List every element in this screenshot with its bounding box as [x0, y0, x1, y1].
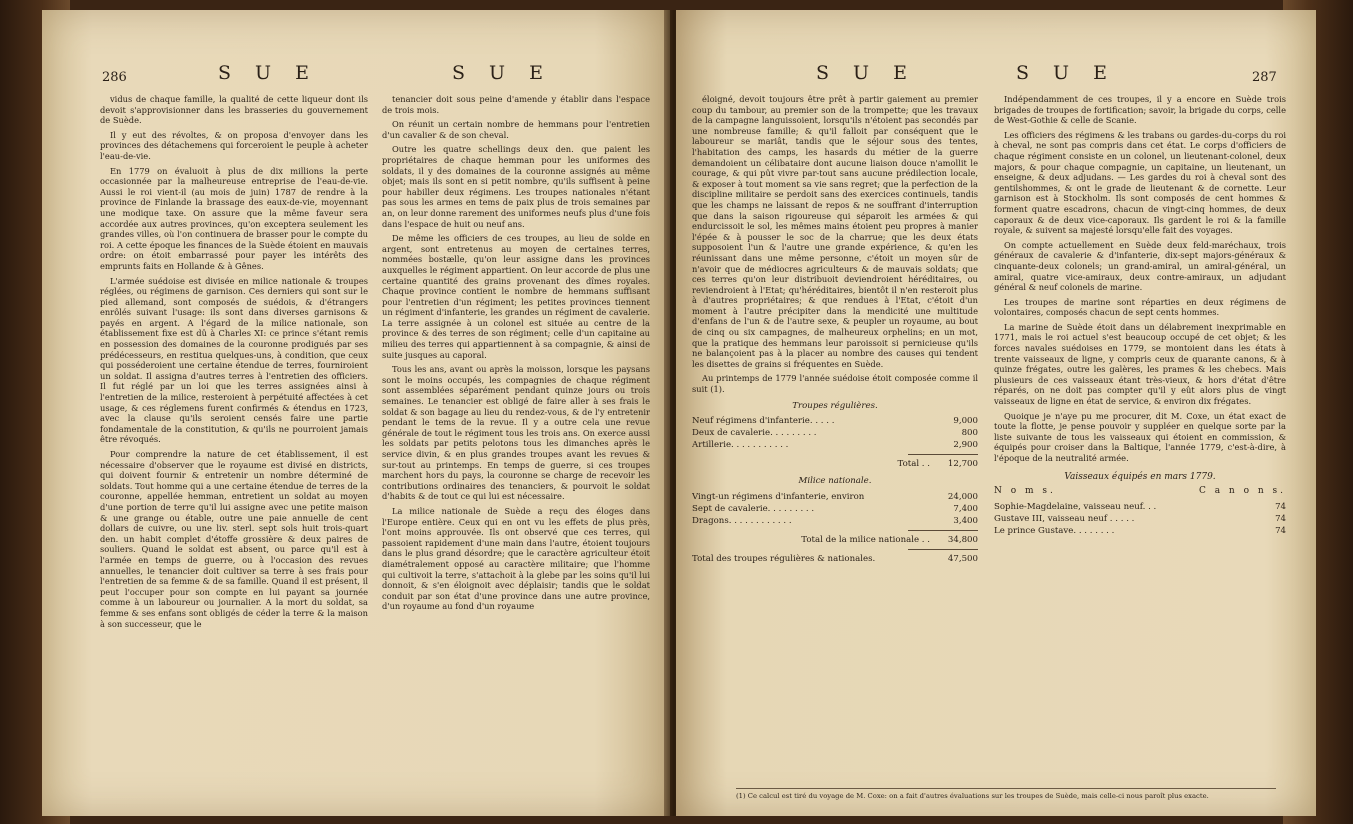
- right-running-title-1: S U E: [816, 62, 916, 84]
- paragraph: On réunit un certain nombre de hemmans pour l'entretien d'un cavalier & de son cheval.: [382, 119, 650, 140]
- paragraph: Au printemps de 1779 l'année suédoise étoit composée comme il suit (1).: [692, 373, 978, 395]
- paragraph: La marine de Suède étoit dans un délabrement inexprimable en 1771, mais le roi actuel s'est beaucoup occupé de cet objet; & les forces navales suédoises en 1779, se montoient dans les états à trente vaisseaux de ligne, y compris ceux de quarante canons, & à quinze frégates, outre les galères, les prames & les chebecs. Mais plusieurs de ces vaisseaux étant très-vieux, & hors d'état d'être réparés, on ne doit pas compter qu'il y eût alors plus de vingt vaisseaux de ligne en état de service, & environ dix frégates.: [994, 321, 1286, 407]
- table-row: Sept de cavalerie. . . . . . . . . 7,400: [692, 503, 978, 514]
- troop-table: [692, 401, 978, 565]
- left-running-title-1: S U E: [218, 62, 318, 84]
- paragraph: Pour comprendre la nature de cet établissement, il est nécessaire d'observer que le royaume est divisé en districts, qui doivent fournir & entretenir un nombre déterminé de soldats. Tout homme qui a une certaine étendue de terres de la couronne, appellée hemman, entretient un soldat au moyen d'une portion de terre qu'il lui assigne avec une petite maison & une grange ou étable, outre une paie annuelle de cent dollars de cuivre, ou une liv. sterl. sept sols huit trois-quart den. un habit complet d'étoffe grossière & deux paires de souliers. Quand le soldat est absent, ou parce qu'il est à l'armée en temps de guerre, ou à l'occasion des revues annuelles, le tenancier doit cultiver sa terre à ses frais pour l'entretien de sa femme & de sa famille. Quand il est présent, il peut l'occuper pour son compte en lui payant sa journée comme à un laboureur ou journalier. A la mort du soldat, sa femme & ses enfans sont obligés de céder la terre & la maison à son successeur, que le: [100, 449, 368, 629]
- table-row: Deux de cavalerie. . . . . . . . . 800: [692, 428, 978, 439]
- paragraph: Les troupes de marine sont réparties en deux régimens de volontaires, composés chacun de sept cents hommes.: [994, 296, 1286, 318]
- fleet-guns-header: C a n o n s.: [1198, 486, 1286, 497]
- left-page-header: [42, 60, 670, 90]
- table-row: Artillerie. . . . . . . . . . . 2,900: [692, 440, 978, 451]
- right-page: [676, 10, 1316, 816]
- paragraph: Il y eut des révoltes, & on proposa d'envoyer dans les provinces des détachemens qui forceroient le peuple à acheter l'eau-de-vie.: [100, 129, 368, 161]
- table-row: Neuf régimens d'infanterie. . . . . 9,000: [692, 416, 978, 427]
- paragraph: On compte actuellement en Suède deux feld-maréchaux, trois généraux de cavalerie & d'infanterie, dix-sept majors-généraux & cinquante-deux colonels; un grand-amiral, un amiral-général, un amiral, quatre vice-amiraux, deux contre-amiraux, un adjudant général & neuf colonels de marine.: [994, 239, 1286, 293]
- paragraph: tenancier doit sous peine d'amende y établir dans l'espace de trois mois.: [382, 94, 650, 115]
- left-column-1: [100, 94, 368, 780]
- paragraph: Quoique je n'aye pu me procurer, dit M. Coxe, un état exact de toute la flotte, je pense pouvoir y suppléer en quelque sorte par la liste suivante de tous les vaisseaux qui étoient en commission, & équipés pour croiser dans la Baltique, l'année 1779, c'est-à-dire, à l'époque de la neutralité armée.: [994, 410, 1286, 463]
- right-running-title-2: S U E: [1016, 62, 1116, 84]
- regular-troops-heading: Troupes régulières.: [792, 400, 878, 411]
- fleet-row: Le prince Gustave. . . . . . . . 74: [994, 525, 1286, 536]
- milice-total-row: Total de la milice nationale . . 34,800: [801, 534, 978, 545]
- left-column-2: [382, 94, 650, 780]
- paragraph: L'armée suédoise est divisée en milice nationale & troupes réglées, ou régimens de garnison. Ces derniers qui sont sur le pied allemand, sont composés de suédois, & d'étrangers enrôlés suivant l'usage: ils sont dans diverses garnisons & payés en argent. A l'égard de la milice nationale, son établissement fixe est dû à Charles XI: ce prince s'étant remis en possession des domaines de la couronne prodigués par ses prédécesseurs, en restitua quelques-uns, à condition, que ceux qui posséderoient une certaine étendue de terres, fourniroient un soldat. Il assigna d'autres terres à l'entretien des officiers. Il fut réglé par un loi que les terres assignées ainsi à l'entretien de la milice, resteroient à perpétuité affectées à cet usage, & ces réglemens furent confirmés & étendus en 1723, avec la clause qu'ils seroient censés faire une partie fondamentale de la constitution, & qu'ils ne pourroient jamais être révoqués.: [100, 275, 368, 445]
- paragraph: Indépendamment de ces troupes, il y a encore en Suède trois brigades de troupes de fortification; savoir, la brigade du corps, celle de West-Gothie & celle de Scanie.: [994, 94, 1286, 126]
- fleet-column-headers: [994, 486, 1286, 497]
- table-row: Dragons. . . . . . . . . . . . 3,400: [692, 515, 978, 526]
- paragraph: vidus de chaque famille, la qualité de cette liqueur dont ils devoit s'approvisionner dans les brasseries du gouvernement de Suède.: [100, 94, 368, 126]
- table-row: Vingt-un régimens d'infanterie, environ 24,000: [692, 491, 978, 502]
- fleet-row: Gustave III, vaisseau neuf . . . . . 74: [994, 513, 1286, 524]
- right-column-2: [994, 94, 1286, 776]
- total-rule: [908, 530, 978, 531]
- footnote: (1) Ce calcul est tiré du voyage de M. Coxe: on a fait d'autres évaluations sur les troupes de Suède, mais celle-ci nous paroît plus exacte.: [736, 788, 1276, 800]
- total-rule: [908, 549, 978, 550]
- fleet-heading: Vaisseaux équipés en mars 1779.: [1064, 471, 1216, 482]
- paragraph: De même les officiers de ces troupes, au lieu de solde en argent, sont entretenus au moyen de certaines terres, nommées bostælle, qu'on leur assigne dans les provinces auxquelles le régiment appartient. On leur accorde de plus une certaine quantité des grains provenant des dîmes royales. Chaque province contient le nombre de hemmans suffisant pour l'entretien d'un régiment; les petites provinces tiennent un régiment d'infanterie, les grandes un régiment de cavalerie. La terre assignée à un colonel est située au centre de la province & des terres de son régiment; celle d'un capitaine au milieu des terres qui appartiennent à sa compagnie, & ainsi de suite jusques au caporal.: [382, 233, 650, 360]
- total-rule: [908, 454, 978, 455]
- paragraph: éloigné, devoit toujours être prêt à partir gaiement au premier coup du tambour, au premier son de la trompette; que les travaux de la campagne languissoient, lorsqu'ils n'étoient pas secondés par une nombreuse famille; & qu'il falloit par conséquent que le laboureur se mariât, tandis que le séjour sous des tentes, l'habitation des camps, les hasards du métier de la guerre demandoient un célibataire dont aucune liaison douce n'amollit le courage, & qui pût vivre par-tout sans aucune prédilection locale, & exposer à tout moment sa vie sans regret; que la perfection de la discipline militaire se perdoit sans des exercices continuels, tandis que les champs ne laissant de repos & ne souffrant d'interruption que dans la saison rigoureuse qui séparoit les armées & qui endurcissoit le sol, les mêmes mains étoient peu propres à manier l'épée & à pousser le soc de la charrue; que les deux états supposoient l'un & l'autre une grande expérience, & qu'en les réunissant dans une même personne, c'étoit un moyen sûr de n'avoir que de médiocres agriculteurs & de mauvais soldats; que ces terres qu'on leur distribuoit deviendroient héréditaires, ou reviendroient à l'Etat; qu'héréditaires, bientôt il n'en resteroit plus à d'autres propriétaires; & que rendues à l'Etat, c'étoit d'un moment à l'autre précipiter dans la mendicité une multitude d'enfans de l'un & de l'autre sexe, & peupler un royaume, au bout de cinq ou six campagnes, de malheureux orphelins; en un mot, que la pratique des hemmans leur paroissoit si pernicieuse qu'ils ne balançoient pas à la placer au nombre des causes qui tendent les disettes de grains si fréquentes en Suède.: [692, 94, 978, 369]
- grand-total-row: Total des troupes régulières & nationales. 47,500: [692, 553, 978, 564]
- paragraph: Tous les ans, avant ou après la moisson, lorsque les paysans sont le moins occupés, les compagnies de chaque régiment sont assemblées séparément pendant quinze jours ou trois semaines. Le tenancier est obligé de faire aller à ses frais le soldat & son bagage au lieu du rendez-vous, & de l'y entretenir pendant le tems de la revue. Il y a outre cela une revue générale de tout le régiment tous les trois ans. On exerce aussi les soldats par petits pelotons tous les dimanches après le service divin, & en plus grandes troupes avant les revues & sur-tout au printemps. En temps de guerre, si ces troupes marchent hors du pays, la couronne se charge de recevoir les contributions ordinaires des tenanciers, & pourvoit le soldat d'habits & de tout ce qui lui est nécessaire.: [382, 364, 650, 502]
- fleet-row: Sophie-Magdelaine, vaisseau neuf. . . 74: [994, 501, 1286, 512]
- fleet-table: [994, 501, 1286, 537]
- regular-total-row: Total . . 12,700: [897, 459, 978, 470]
- left-running-title-2: S U E: [452, 62, 552, 84]
- paragraph: La milice nationale de Suède a reçu des éloges dans l'Europe entière. Ceux qui en ont vu les effets de plus près, l'ont moins approuvée. Ils ont observé que ces terres, qui passoient rapidement d'une main dans l'autre, étoient toujours dans le plus grand désordre; que le caractère agriculteur étoit diamétralement opposé au caractère militaire; que l'homme qui cultivoit la terre, s'attachoit à la glebe par les soins qu'il lui donnoit, & s'en éloignoit avec déplaisir; tandis que le soldat conduit par son état d'une province dans une autre province, d'un royaume au fond d'un royaume: [382, 505, 650, 612]
- right-column-1: [692, 94, 978, 776]
- paragraph: En 1779 on évaluoit à plus de dix millions la perte occasionnée par la malheureuse entreprise de l'eau-de-vie. Aussi le roi vient-il (au mois de juin) 1787 de rendre à la province de Finlande la brassage des eaux-de-vie, moyennant une modique taxe. On assure que la même faveur sera accordée aux autres provinces, qu'on exceptera seulement les grandes villes, où l'on continuera de brasser pour le compte du roi. A cette époque les finances de la Suède étoient en mauvais ordre: on étoit embarrassé pour payer les intérêts des emprunts faits en Hollande & à Gênes.: [100, 165, 368, 271]
- milice-heading: Milice nationale.: [798, 476, 872, 487]
- paragraph: Les officiers des régimens & les trabans ou gardes-du-corps du roi à cheval, ne sont pas compris dans cet état. Le corps d'officiers de chaque régiment consiste en un colonel, un lieutenant-colonel, deux majors, & pour chaque compagnie, un capitaine, un lieutenant, un enseigne, & deux adjudans. — Les gardes du roi à cheval sont des gentilshommes, & ont le grade de lieutenant & de cornette. Leur garnison est à Stockholm. Ils sont composés de cent hommes & forment quatre escadrons, chacun de vingt-cinq hommes, de deux caporaux & de deux vice-caporaux. Ils gardent le roi & la famille royale, & suivent sa majesté lorsqu'elle fait des voyages.: [994, 129, 1286, 236]
- left-page-number: 286: [102, 70, 127, 85]
- paragraph: Outre les quatre schellings deux den. que paient les propriétaires de chaque hemman pour les uniformes des soldats, il y des domaines de la couronne assignés au même objet; mais ils sont en si petit nombre, qu'ils suffisent à peine pour habiller deux régimens. Les troupes nationales n'étant pas sous les armes en tems de paix plus de trois semaines par an, on leur donne rarement des uniformes neufs plus d'une fois dans l'espace de huit ou neuf ans.: [382, 144, 650, 229]
- right-page-number: 287: [1252, 70, 1277, 85]
- fleet-names-header: N o m s.: [994, 486, 1056, 497]
- right-page-header: [676, 60, 1316, 90]
- left-page: [42, 10, 670, 816]
